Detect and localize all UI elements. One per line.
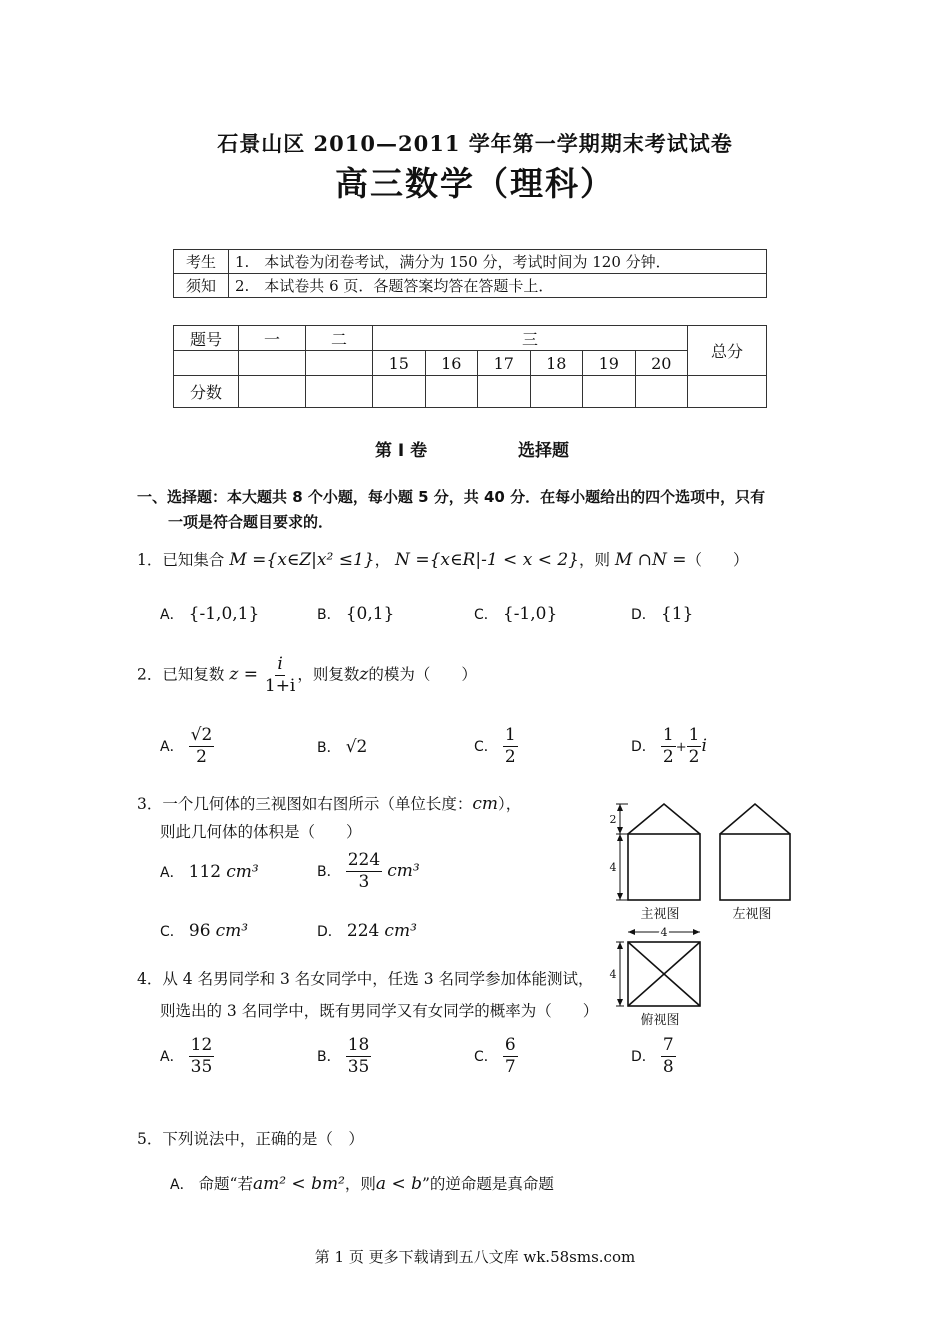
q1-comma: ， xyxy=(374,551,391,569)
score-row1-label: 题号 xyxy=(174,326,239,351)
q3-line1: 一个几何体的三视图如右图所示（单位长度： xyxy=(162,795,473,813)
option-value: {-1,0,1} xyxy=(188,604,260,624)
score-cell xyxy=(425,376,478,408)
q1-text-a: 已知集合 xyxy=(162,551,225,569)
q2-option-a-frac xyxy=(189,725,215,768)
q1-number: 1． xyxy=(137,551,163,569)
q3-option-d xyxy=(317,921,417,941)
q2-option-a xyxy=(160,725,214,768)
arrow-head xyxy=(617,834,623,841)
q5-option-a-text3: ”的逆命题是真命题 xyxy=(422,1175,554,1193)
q4-option-a xyxy=(160,1035,214,1078)
side-view-roof xyxy=(720,804,790,834)
q5-text: 下列说法中，正确的是（ ） xyxy=(162,1130,364,1148)
arrow-head xyxy=(628,929,635,935)
q4-option-b xyxy=(317,1035,371,1078)
frac-numerator: 1 xyxy=(504,725,516,745)
three-view-figure xyxy=(600,798,820,1030)
q4-option-c-frac xyxy=(503,1035,518,1078)
frac-numerator: √2 xyxy=(190,725,213,745)
option-label: B． xyxy=(317,864,341,880)
plus-sign: + xyxy=(675,740,687,755)
q3-option-c xyxy=(160,921,248,941)
dim-label-plan-top: 4 xyxy=(660,926,668,939)
option-label: D． xyxy=(631,739,656,755)
frac-numerator: 1 xyxy=(662,725,674,745)
q2-frac-denominator: 1+i xyxy=(264,676,296,696)
option-value: {0,1} xyxy=(345,604,395,624)
option-label: D． xyxy=(317,924,342,940)
option-label: D． xyxy=(631,607,656,623)
score-row2-label: 分数 xyxy=(174,376,239,408)
q4-line2: 则选出的 3 名同学中，既有男同学又有女同学的概率为（ ） xyxy=(160,1002,599,1020)
score-cell xyxy=(306,376,373,408)
dim-label-top: 2 xyxy=(609,813,617,826)
notice-label-1: 考生 xyxy=(174,250,229,274)
score-cell xyxy=(239,376,306,408)
front-view-label: 主视图 xyxy=(640,907,680,922)
q5-option-a-text2: ，则 xyxy=(344,1175,376,1193)
q2-option-c-frac xyxy=(503,725,518,768)
notice-label-2: 须知 xyxy=(174,274,229,298)
arrow-head xyxy=(617,804,623,811)
q4-option-b-frac xyxy=(346,1035,372,1078)
q5-option-a-text1: 命题“若 xyxy=(198,1175,253,1193)
score-sub-col: 17 xyxy=(478,351,531,376)
q1-paren: （ ） xyxy=(686,551,749,569)
score-col-2: 二 xyxy=(306,326,373,351)
q5-option-a-math1: am² < bm² xyxy=(252,1174,345,1194)
option-label: A． xyxy=(160,739,184,755)
frac-denominator: 2 xyxy=(688,747,700,767)
front-view-body xyxy=(628,834,700,900)
q2-text-b: ，则复数 xyxy=(297,665,360,684)
option-label: C． xyxy=(474,739,498,755)
question-2 xyxy=(137,654,477,697)
score-sub-col: 16 xyxy=(425,351,478,376)
frac-denominator: 2 xyxy=(504,747,516,767)
score-cell xyxy=(688,376,767,408)
question-5 xyxy=(137,1127,364,1149)
unit: cm³ xyxy=(215,921,249,941)
arrow-head xyxy=(617,827,623,834)
arrow-head xyxy=(617,999,623,1006)
arrow-head xyxy=(617,893,623,900)
unit: cm³ xyxy=(387,861,420,881)
q1-set-m: M ={x∈Z|x² ≤1} xyxy=(229,550,375,570)
score-sub-col: 15 xyxy=(373,351,426,376)
q1-option-a xyxy=(160,604,259,624)
q2-text-c: 的模为（ ） xyxy=(368,665,477,684)
q2-option-c xyxy=(474,725,518,768)
side-view-body xyxy=(720,834,790,900)
q2-option-b xyxy=(317,737,367,757)
score-cell xyxy=(478,376,531,408)
q2-var2: z xyxy=(359,664,369,685)
score-empty xyxy=(306,351,373,376)
q4-line1: 从 4 名男同学和 3 名女同学中，任选 3 名同学参加体能测试， xyxy=(162,970,594,988)
score-sub-col: 18 xyxy=(530,351,583,376)
frac-numerator: 7 xyxy=(662,1035,674,1055)
q2-option-d-frac1 xyxy=(661,725,676,768)
frac-denominator: 7 xyxy=(504,1057,516,1077)
arrow-head xyxy=(693,929,700,935)
q1-set-n: N ={x∈R|-1 < x < 2} xyxy=(395,550,579,570)
frac-denominator: 2 xyxy=(662,747,674,767)
score-sub-col: 20 xyxy=(635,351,688,376)
frac-denominator: 8 xyxy=(662,1057,674,1077)
score-cell xyxy=(635,376,688,408)
q1-option-d xyxy=(631,604,693,624)
imag-unit: i xyxy=(701,736,707,756)
q2-var: z = xyxy=(229,664,258,685)
option-label: C． xyxy=(160,924,184,940)
part-title: 选择题 xyxy=(518,441,569,461)
option-label: B． xyxy=(317,740,341,756)
page-footer: 第 1 页 更多下载请到五八文库 wk.58sms.com xyxy=(314,1248,636,1266)
score-total-label: 总分 xyxy=(688,326,767,376)
score-empty xyxy=(239,351,306,376)
q4-option-c xyxy=(474,1035,518,1078)
q1-text-b: ，则 xyxy=(578,551,610,569)
notice-table xyxy=(173,249,767,298)
q3-option-b-frac xyxy=(346,850,382,893)
q1-option-c xyxy=(474,604,557,624)
q2-text-a: 已知复数 xyxy=(162,665,225,684)
exam-subtitle: 高三数学（理科） xyxy=(335,164,615,203)
q4-option-d xyxy=(631,1035,676,1078)
score-col-3: 三 xyxy=(373,326,688,351)
question-3-line-1 xyxy=(137,792,521,814)
option-label: C． xyxy=(474,607,498,623)
q3-unit: cm xyxy=(472,794,499,814)
frac-denominator: 35 xyxy=(190,1057,213,1077)
option-label: A． xyxy=(160,1049,184,1065)
option-label: A． xyxy=(160,607,184,623)
score-table xyxy=(173,325,767,408)
frac-numerator: 1 xyxy=(688,725,700,745)
score-sub-col: 19 xyxy=(583,351,636,376)
q4-number: 4． xyxy=(137,970,163,988)
option-label: A． xyxy=(160,865,184,881)
frac-denominator: 35 xyxy=(347,1057,370,1077)
score-col-1: 一 xyxy=(239,326,306,351)
q5-option-a xyxy=(170,1172,554,1194)
question-1 xyxy=(137,548,749,570)
q2-option-d xyxy=(631,725,707,768)
front-view-roof xyxy=(628,804,700,834)
q2-fraction xyxy=(263,654,298,697)
score-empty xyxy=(174,351,239,376)
q3-option-a xyxy=(160,862,259,882)
option-label: C． xyxy=(474,1049,498,1065)
option-label: B． xyxy=(317,1049,341,1065)
score-cell xyxy=(373,376,426,408)
option-value: {-1,0} xyxy=(502,604,558,624)
question-4-line-1 xyxy=(137,967,594,989)
q4-option-d-frac xyxy=(661,1035,676,1078)
dim-label-plan-side: 4 xyxy=(609,968,617,981)
q1-option-b xyxy=(317,604,394,624)
q4-option-a-frac xyxy=(189,1035,215,1078)
frac-denominator: 2 xyxy=(196,747,207,767)
section-instruction-2: 一项是符合题目要求的． xyxy=(168,513,334,531)
q5-number: 5． xyxy=(137,1130,163,1148)
frac-numerator: 12 xyxy=(190,1035,213,1055)
section-instruction-1: 一、选择题：本大题共 8 个小题，每小题 5 分，共 40 分．在每小题给出的四个选项中，只有 xyxy=(137,488,766,506)
option-value: {1} xyxy=(660,604,694,624)
top-view-label: 俯视图 xyxy=(640,1013,680,1028)
option-value: √2 xyxy=(345,737,368,757)
q2-frac-numerator: i xyxy=(277,654,283,674)
frac-numerator: 18 xyxy=(347,1035,370,1055)
option-label: A． xyxy=(170,1177,194,1193)
q2-option-d-frac2 xyxy=(687,725,702,768)
score-cell xyxy=(530,376,583,408)
option-value: 224 xyxy=(346,921,380,941)
q1-expr: M ∩N = xyxy=(614,550,687,570)
option-value: 96 xyxy=(188,921,211,941)
side-view-label: 左视图 xyxy=(732,907,772,922)
exam-title: 石景山区 2010—2011 学年第一学期期末考试试卷 xyxy=(217,131,733,156)
frac-numerator: 224 xyxy=(347,850,381,870)
notice-item-1: 1. 本试卷为闭卷考试，满分为 150 分，考试时间为 120 分钟． xyxy=(229,250,767,274)
score-cell xyxy=(583,376,636,408)
q3-line1-end: ）， xyxy=(498,795,522,813)
q2-number: 2． xyxy=(137,665,163,684)
dim-label-side: 4 xyxy=(609,861,617,874)
q5-option-a-math2: a < b xyxy=(375,1174,422,1194)
q3-option-b xyxy=(317,850,420,893)
q3-line2: 则此几何体的体积是（ ） xyxy=(160,823,362,841)
option-label: B． xyxy=(317,607,341,623)
option-value: 112 xyxy=(188,862,222,882)
q3-number: 3． xyxy=(137,795,163,813)
frac-numerator: 6 xyxy=(504,1035,516,1055)
notice-item-2: 2. 本试卷共 6 页．各题答案均答在答题卡上． xyxy=(229,274,767,298)
unit: cm³ xyxy=(384,921,417,941)
unit: cm³ xyxy=(226,862,259,882)
frac-denominator: 3 xyxy=(358,872,370,892)
option-label: D． xyxy=(631,1049,656,1065)
arrow-head xyxy=(617,942,623,949)
part-label: 第 I 卷 xyxy=(375,441,428,461)
